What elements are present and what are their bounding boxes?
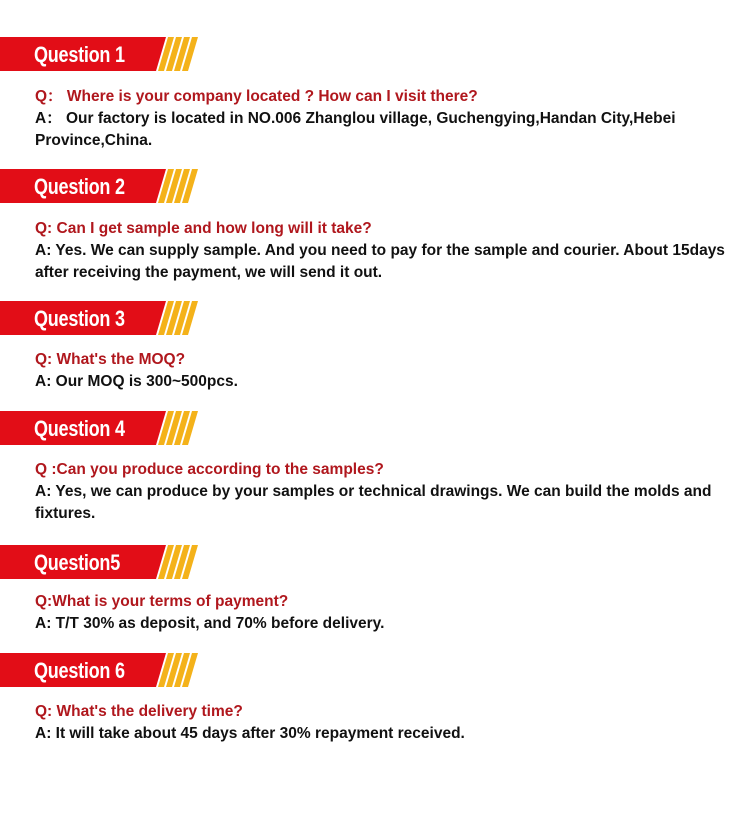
- qa-content: [35, 591, 740, 635]
- question-title: Question 3: [34, 306, 125, 331]
- question-text: Q: Can I get sample and how long will it take?: [35, 220, 372, 237]
- question-text: Q： Where is your company located ? How can I visit there?: [35, 88, 478, 105]
- question-title: Question 2: [34, 174, 125, 199]
- question-text: Q :Can you produce according to the samples?: [35, 461, 384, 478]
- qa-content: [35, 349, 740, 393]
- question-title: Question 1: [34, 42, 125, 67]
- answer-text: A: Yes. We can supply sample. And you need to pay for the sample and courier. About 15days after receiving the payment, we will send it out.: [35, 242, 725, 281]
- answer-text: A: Yes, we can produce by your samples or technical drawings. We can build the molds and fixtures.: [35, 483, 712, 522]
- answer-text: A: It will take about 45 days after 30% repayment received.: [35, 725, 465, 742]
- question-title: Question 6: [34, 658, 125, 683]
- question-banner: [0, 545, 200, 583]
- question-banner: [0, 169, 200, 207]
- qa-content: [35, 701, 740, 745]
- question-text: Q: What's the MOQ?: [35, 351, 186, 368]
- question-title: Question5: [34, 550, 120, 575]
- question-title: Question 4: [34, 416, 125, 441]
- answer-text: A: Our MOQ is 300~500pcs.: [35, 373, 238, 390]
- question-banner: [0, 301, 200, 339]
- answer-text: A: T/T 30% as deposit, and 70% before delivery.: [35, 615, 385, 632]
- question-banner: [0, 411, 200, 449]
- qa-content: [35, 459, 740, 525]
- question-text: Q:What is your terms of payment?: [35, 593, 289, 610]
- answer-text: A： Our factory is located in NO.006 Zhanglou village, Guchengying,Handan City,Hebei Province,China.: [35, 110, 676, 149]
- question-banner: [0, 37, 200, 75]
- qa-content: [35, 218, 740, 284]
- question-text: Q: What's the delivery time?: [35, 703, 243, 720]
- question-banner: [0, 653, 200, 691]
- qa-content: [35, 86, 740, 152]
